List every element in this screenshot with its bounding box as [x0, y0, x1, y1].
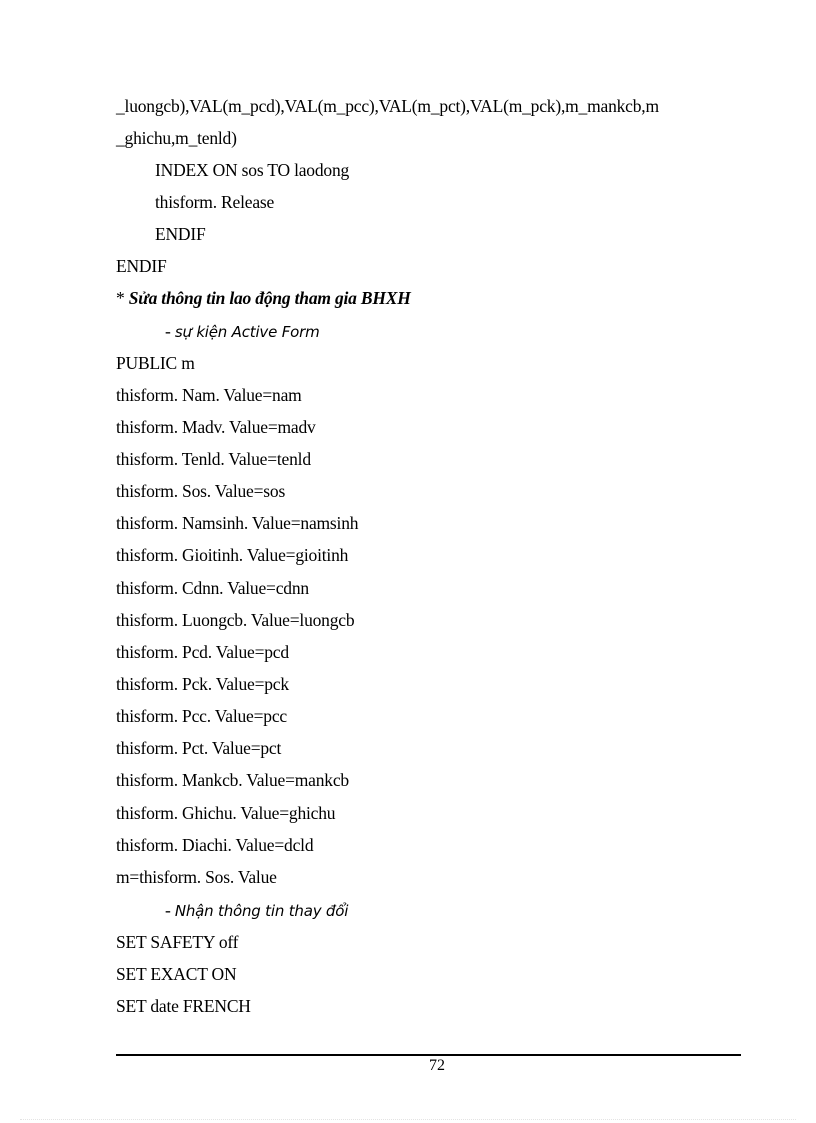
code-line: SET date FRENCH [116, 996, 251, 1016]
code-line: thisform. Pct. Value=pct [116, 738, 282, 758]
code-line: thisform. Madv. Value=madv [116, 417, 316, 437]
code-line: INDEX ON sos TO laodong [155, 160, 350, 180]
code-line: thisform. Luongcb. Value=luongcb [116, 610, 355, 630]
subsection-text: Nhận thông tin thay đổi [174, 902, 349, 920]
subsection-item [165, 320, 320, 343]
code-line: thisform. Namsinh. Value=namsinh [116, 513, 359, 533]
code-line: thisform. Pcd. Value=pcd [116, 642, 289, 662]
code-line: thisform. Tenld. Value=tenld [116, 449, 311, 469]
code-line: thisform. Release [155, 192, 275, 212]
code-line: m=thisform. Sos. Value [116, 867, 277, 887]
section-heading-text: Sửa thông tin lao động tham gia BHXH [128, 288, 411, 308]
code-line: SET SAFETY off [116, 932, 239, 952]
code-line: thisform. Ghichu. Value=ghichu [116, 803, 336, 823]
code-line: thisform. Pcc. Value=pcc [116, 706, 287, 726]
code-line: _ghichu,m_tenld) [116, 128, 237, 148]
code-line: PUBLIC m [116, 353, 195, 373]
bullet-marker: - [165, 900, 171, 920]
code-line: thisform. Pck. Value=pck [116, 674, 289, 694]
code-line: thisform. Diachi. Value=dcld [116, 835, 314, 855]
code-line: thisform. Nam. Value=nam [116, 385, 302, 405]
code-line: thisform. Mankcb. Value=mankcb [116, 770, 349, 790]
bullet-marker: - [165, 321, 171, 341]
section-heading [116, 287, 411, 309]
section-marker: * [116, 288, 125, 308]
code-line: ENDIF [155, 224, 206, 244]
code-line: thisform. Sos. Value=sos [116, 481, 286, 501]
code-line: SET EXACT ON [116, 964, 237, 984]
page-number: 72 [429, 1057, 445, 1074]
footer-divider [116, 1054, 741, 1056]
subsection-item [165, 899, 348, 922]
code-line: thisform. Gioitinh. Value=gioitinh [116, 545, 349, 565]
code-line: _luongcb),VAL(m_pcd),VAL(m_pcc),VAL(m_pct),VAL(m_pck),m_mankcb,m [116, 96, 659, 116]
code-line: thisform. Cdnn. Value=cdnn [116, 578, 309, 598]
page-edge-divider [20, 1119, 796, 1120]
subsection-text: sự kiện Active Form [174, 323, 320, 341]
code-line: ENDIF [116, 256, 167, 276]
